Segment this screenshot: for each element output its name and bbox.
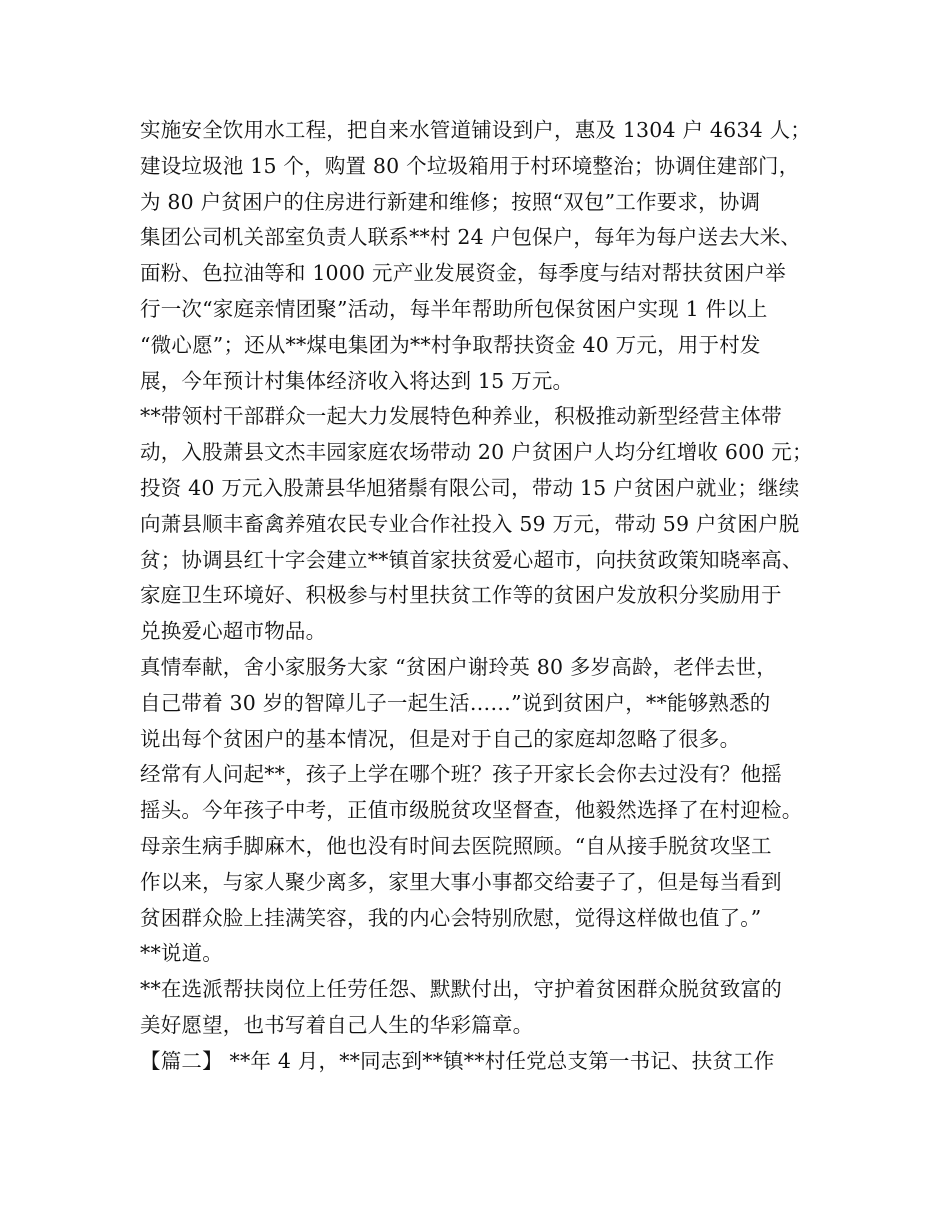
text-line: 作以来，与家人聚少离多，家里大事小事都交给妻子了，但是每当看到 [140, 869, 782, 894]
text-line: 面粉、色拉油等和 1000 元产业发展资金，每季度与结对帮扶贫困户举 [140, 261, 787, 286]
text-line: 母亲生病手脚麻木，他也没有时间去医院照顾。“自从接手脱贫攻坚工 [140, 833, 772, 858]
text-line: 集团公司机关部室负责人联系**村 24 户包保户，每年为每户送去大米、 [140, 225, 802, 250]
text-line: 经常有人问起**，孩子上学在哪个班？孩子开家长会你去过没有？他摇 [140, 762, 782, 787]
text-line: 家庭卫生环境好、积极参与村里扶贫工作等的贫困户发放积分奖励用于 [140, 583, 782, 608]
text-line: 动，入股萧县文杰丰园家庭农场带动 20 户贫困户人均分红增收 600 元； [140, 440, 813, 465]
text-line: **在选派帮扶岗位上任劳任怨、默默付出，守护着贫困群众脱贫致富的 [140, 977, 782, 1002]
text-line: 贫困群众脸上挂满笑容，我的内心会特别欣慰，觉得这样做也值了。” [140, 905, 762, 930]
text-line: 美好愿望，也书写着自己人生的华彩篇章。 [140, 1012, 534, 1037]
text-line: 展，今年预计村集体经济收入将达到 15 万元。 [140, 368, 574, 393]
text-line: 建设垃圾池 15 个，购置 80 个垃圾箱用于村环境整治；协调住建部门， [140, 153, 800, 178]
text-line: 兑换爱心超市物品。 [140, 619, 327, 644]
text-line: 投资 40 万元入股萧县华旭猪鬃有限公司，带动 15 户贫困户就业；继续 [140, 475, 800, 500]
text-line: “微心愿”；还从**煤电集团为**村争取帮扶资金 40 万元，用于村发 [140, 332, 761, 357]
text-line: 自己带着 30 岁的智障儿子一起生活……”说到贫困户，**能够熟悉的 [140, 690, 771, 715]
text-line: 为 80 户贫困户的住房进行新建和维修；按照“双包”工作要求，协调 [140, 189, 761, 214]
section-heading-line: 【篇二】 **年 4 月，**同志到**镇**村任党总支第一书记、扶贫工作 [140, 1048, 775, 1073]
text-line: 行一次“家庭亲情团聚”活动，每半年帮助所包保贫困户实现 1 件以上 [140, 296, 768, 321]
text-line: 向萧县顺丰畜禽养殖农民专业合作社投入 59 万元，带动 59 户贫困户脱 [140, 511, 800, 536]
document-body [140, 113, 830, 1080]
text-line: **说道。 [140, 941, 223, 966]
text-line: 实施安全饮用水工程，把自来水管道铺设到户，惠及 1304 户 4634 人； [140, 118, 812, 142]
text-line: **带领村干部群众一起大力发展特色种养业，积极推动新型经营主体带 [140, 404, 782, 429]
text-line: 真情奉献，舍小家服务大家 “贫困户谢玲英 80 多岁高龄，老伴去世， [140, 654, 777, 679]
text-line: 贫；协调县红十字会建立**镇首家扶贫爱心超市，向扶贫政策知晓率高、 [140, 547, 803, 572]
text-line: 摇头。今年孩子中考，正值市级脱贫攻坚督查，他毅然选择了在村迎检。 [140, 798, 803, 823]
text-line: 说出每个贫困户的基本情况，但是对于自己的家庭却忽略了很多。 [140, 726, 741, 751]
